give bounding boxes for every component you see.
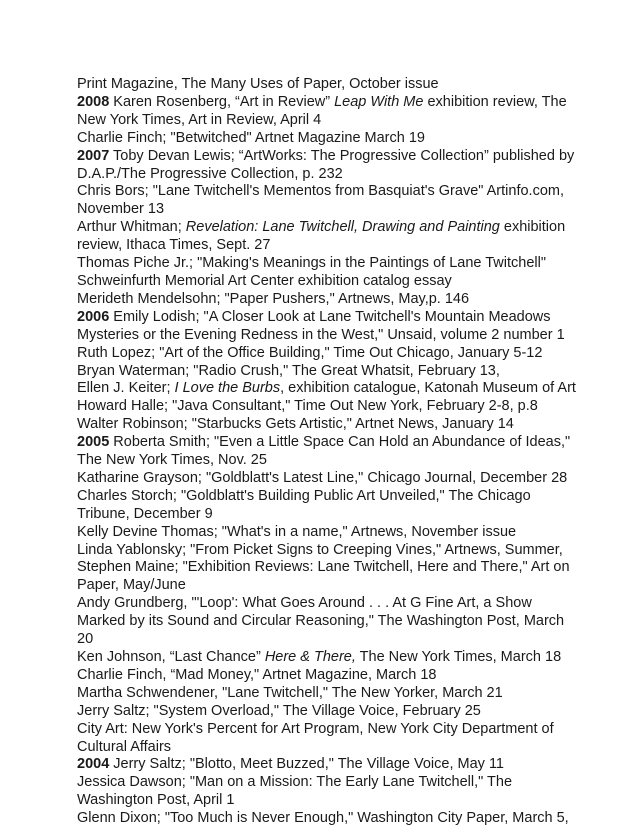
- entry-text: Thomas Piche Jr.; "Making's Meanings in the Paintings of Lane Twitchell" Schweinfurth Memorial Art Center exhibition catalog essay: [77, 255, 546, 289]
- bibliography-entry: [77, 685, 577, 703]
- entry-text: exhibition review, Ithaca Times, Sept. 27: [77, 219, 566, 254]
- bibliography-entry: [77, 703, 577, 721]
- entry-text: Howard Halle; "Java Consultant," Time Out New York, February 2-8, p.8: [77, 398, 538, 415]
- bibliography-entry: [77, 434, 577, 470]
- italic-title-text: Leap With Me: [334, 93, 424, 110]
- bibliography-entry: [77, 345, 577, 363]
- entry-text: Print Magazine, The Many Uses of Paper, October issue: [77, 76, 439, 92]
- bibliography-entry: [77, 488, 577, 524]
- entry-text: The New York Times, March 18: [355, 649, 562, 665]
- entry-text: Jerry Saltz; "System Overload," The Village Voice, February 25: [77, 702, 481, 719]
- entry-text: Charlie Finch; "Betwitched" Artnet Magazine March 19: [77, 129, 425, 146]
- entry-text: Bryan Waterman; "Radio Crush," The Great Whatsit, February 13,: [77, 362, 500, 379]
- bibliography-entry: [77, 756, 577, 774]
- entry-text: Chris Bors; "Lane Twitchell's Mementos from Basquiat's Grave" Artinfo.com, November 13: [77, 183, 564, 218]
- entry-text: Katharine Grayson; "Goldblatt's Latest Line," Chicago Journal, December 28: [77, 469, 568, 486]
- entry-text: Glenn Dixon; "Too Much is Never Enough," Washington City Paper, March 5,: [77, 810, 569, 827]
- bibliography-entry: [77, 559, 577, 595]
- entry-text: Ellen J. Keiter;: [77, 380, 175, 397]
- entry-text: Jerry Saltz; "Blotto, Meet Buzzed," The Village Voice, May 11: [109, 756, 505, 773]
- year-heading: 2004: [77, 756, 110, 773]
- entry-text: Stephen Maine; "Exhibition Reviews: Lane Twitchell, Here and There," Art on Paper, May/June: [77, 559, 570, 594]
- year-heading: 2006: [77, 308, 110, 325]
- bibliography-entry: [77, 416, 577, 434]
- bibliography-entry: [77, 291, 577, 309]
- entry-text: Emily Lodish; "A Closer Look at Lane Twitchell's Mountain Meadows Mysteries or the Evening Redness in the West," Unsaid, volume 2 number 1: [77, 308, 565, 343]
- bibliography-entry: [77, 667, 577, 685]
- italic-title-text: I Love the Burbs: [174, 380, 281, 397]
- year-heading: 2008: [77, 93, 110, 110]
- bibliography-entry: [77, 148, 577, 184]
- entry-text: City Art: New York's Percent for Art Program, New York City Department of Cultural Affairs: [77, 720, 554, 755]
- entry-text: Kelly Devine Thomas; "What's in a name," Artnews, November issue: [77, 523, 517, 540]
- bibliography-entry: [77, 649, 577, 667]
- bibliography-entry: [77, 721, 577, 757]
- bibliography-entry: [77, 363, 577, 381]
- bibliography-entry: [77, 309, 577, 345]
- entry-text: Arthur Whitman;: [77, 219, 186, 236]
- entry-text: Karen Rosenberg, “Art in Review”: [109, 93, 335, 110]
- entry-text: Linda Yablonsky; "From Picket Signs to Creeping Vines," Artnews, Summer,: [77, 541, 563, 558]
- bibliography-entry: [77, 810, 577, 828]
- bibliography-entry: [77, 774, 577, 810]
- entry-text: exhibition review, The New York Times, Art in Review, April 4: [77, 93, 567, 128]
- entry-text: Charles Storch; "Goldblatt's Building Public Art Unveiled," The Chicago Tribune, December 9: [77, 487, 531, 522]
- entry-text: Jessica Dawson; "Man on a Mission: The Early Lane Twitchell," The Washington Post, April 1: [77, 774, 513, 809]
- entry-text: Walter Robinson; "Starbucks Gets Artistic," Artnet News, January 14: [77, 416, 514, 433]
- bibliography-entry: [77, 255, 577, 291]
- bibliography-entry: [77, 94, 577, 130]
- entry-text: Ken Johnson, “Last Chance”: [77, 649, 265, 665]
- bibliography-entry: [77, 524, 577, 542]
- bibliography-entry: [77, 595, 577, 649]
- italic-title-text: Revelation: Lane Twitchell, Drawing and Painting: [185, 219, 500, 236]
- bibliography-entry: [77, 542, 577, 560]
- entry-text: Martha Schwendener, "Lane Twitchell," The New Yorker, March 21: [77, 684, 503, 701]
- bibliography-entry: [77, 398, 577, 416]
- entry-text: , exhibition catalogue, Katonah Museum of Art: [280, 380, 576, 397]
- bibliography-entry: [77, 76, 577, 94]
- bibliography-entry: [77, 470, 577, 488]
- entry-text: Toby Devan Lewis; “ArtWorks: The Progressive Collection” published by D.A.P./The Progressive Collection, p. 232: [77, 147, 575, 182]
- bibliography-entry: [77, 130, 577, 148]
- entry-text: Andy Grundberg, "'Loop': What Goes Around . . . At G Fine Art, a Show Marked by its Sound and Circular Reasoning," The Washington Post, March 20: [77, 595, 565, 648]
- bibliography-entry: [77, 219, 577, 255]
- entry-text: Roberta Smith; "Even a Little Space Can Hold an Abundance of Ideas," The New York Times, Nov. 25: [77, 434, 571, 469]
- entry-text: Merideth Mendelsohn; "Paper Pushers," Artnews, May,p. 146: [77, 290, 470, 307]
- italic-title-text: Here & There,: [264, 649, 356, 665]
- bibliography-entry: [77, 183, 577, 219]
- bibliography-entry: [77, 380, 577, 398]
- year-heading: 2007: [77, 147, 110, 164]
- year-heading: 2005: [77, 434, 110, 451]
- entry-text: Charlie Finch, “Mad Money," Artnet Magazine, March 18: [77, 666, 437, 683]
- entry-text: Ruth Lopez; "Art of the Office Building," Time Out Chicago, January 5-12: [77, 344, 543, 361]
- bibliography-list: [77, 76, 577, 828]
